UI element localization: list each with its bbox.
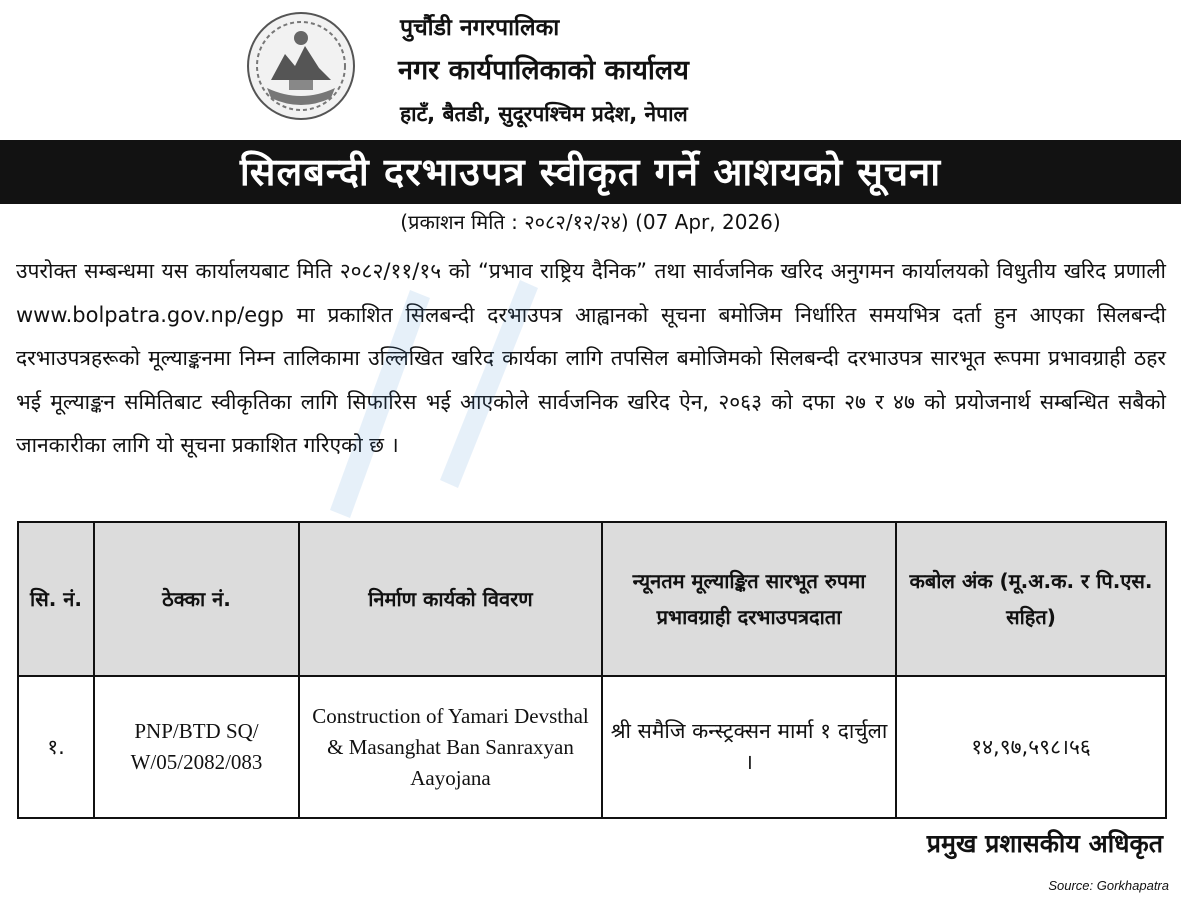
- office-address: हाटँ, बैतडी, सुदूरपश्चिम प्रदेश, नेपाल: [400, 102, 688, 126]
- work-description-cell: Construction of Yamari Devsthal & Masanghat Ban Sanraxyan Aayojana: [299, 676, 602, 818]
- header-bid-amount: कबोल अंक (मू.अ.क. र पि.एस. सहित): [896, 522, 1166, 676]
- notice-title-banner: सिलबन्दी दरभाउपत्र स्वीकृत गर्ने आशयको सूचना: [0, 140, 1181, 204]
- municipality-name: पुर्चौडी नगरपालिका: [400, 15, 560, 41]
- office-name: नगर कार्यपालिकाको कार्यालय: [398, 55, 689, 86]
- source-credit: Source: Gorkhapatra: [1048, 878, 1169, 893]
- header-contract-no: ठेक्का नं.: [94, 522, 299, 676]
- serial-no-cell: १.: [18, 676, 94, 818]
- award-table: [17, 521, 1167, 819]
- header-responsive-bidder: न्यूनतम मूल्याङ्कित सारभूत रुपमा प्रभावग्राही दरभाउपत्रदाता: [602, 522, 896, 676]
- contract-no-cell: PNP/BTD SQ/ W/05/2082/083: [94, 676, 299, 818]
- signatory-title: प्रमुख प्रशासकीय अधिकृत: [926, 829, 1163, 858]
- table-header-row: [18, 522, 1166, 676]
- header-serial-no: सि. नं.: [18, 522, 94, 676]
- publication-date: (प्रकाशन मिति : २०८२/१२/२४) (07 Apr, 2026): [400, 210, 781, 234]
- notice-body: उपरोक्त सम्बन्धमा यस कार्यालयबाट मिति २०८२/११/१५ को “प्रभाव राष्ट्रिय दैनिक” तथा सार्वजनिक खरिद अनुगमन कार्यालयको विधुतीय खरिद प्रणाली www.bolpatra.gov.np/egp मा प्रकाशित सिलबन्दी दरभाउपत्र आह्वानको सूचना बमोजिम निर्धारित समयभित्र दर्ता हुन आएका सिलबन्दी दरभाउपत्रहरूको मूल्याङ्कनमा निम्न तालिकामा उल्लिखित खरिद कार्यका लागि तपसिल बमोजिमको सिलबन्दी दरभाउपत्र सारभूत रूपमा प्रभावग्राही ठहर भई मूल्याङ्कन समितिबाट स्वीकृतिका लागि सिफारिस भई आएकोले सार्वजनिक खरिद ऐन, २०६३ को दफा २७ र ४७ को प्रयोजनार्थ सम्बन्धित सबैको जानकारीका लागि यो सूचना प्रकाशित गरिएको छ ।: [16, 259, 1166, 457]
- bid-amount-cell: १४,९७,५९८।५६: [896, 676, 1166, 818]
- bidder-cell: श्री समैजि कन्स्ट्रक्सन मार्मा १ दार्चुला ।: [602, 676, 896, 818]
- table-row: [18, 676, 1166, 818]
- notice-header: [0, 0, 1181, 140]
- header-work-description: निर्माण कार्यको विवरण: [299, 522, 602, 676]
- nepal-government-emblem: [245, 10, 357, 122]
